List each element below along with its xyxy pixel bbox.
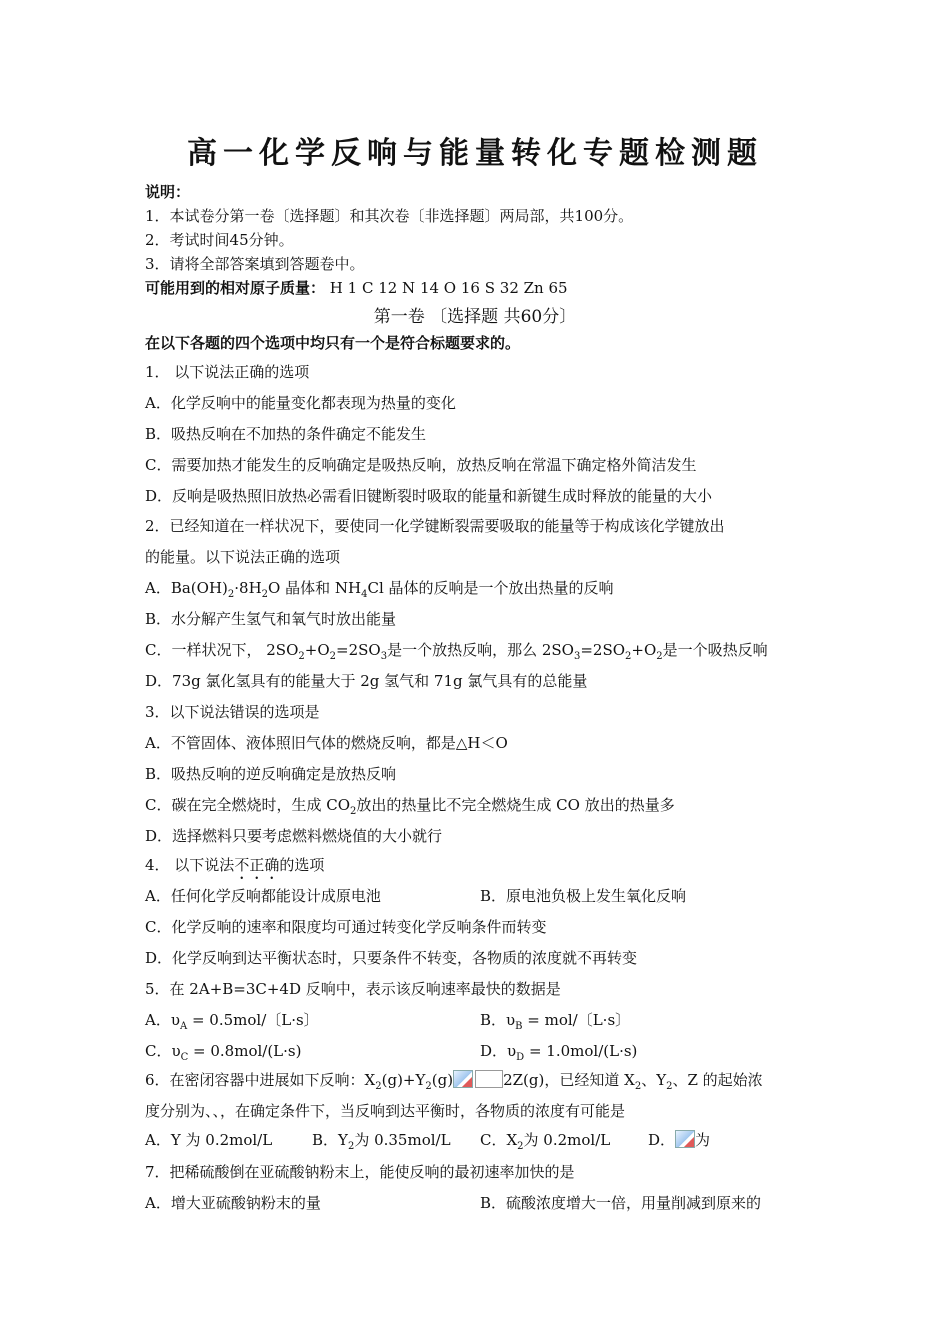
q4-option-b: B．原电池负极上发生氧化反响 bbox=[480, 887, 687, 905]
atomic-mass-values: H 1 C 12 N 14 O 16 S 32 Zn 65 bbox=[329, 279, 568, 297]
q2-option-c bbox=[145, 640, 768, 667]
subscript: 2 bbox=[329, 651, 336, 662]
q5-option-c bbox=[145, 1041, 301, 1068]
q5-option-b bbox=[480, 1010, 630, 1037]
q6-option-d bbox=[648, 1130, 710, 1150]
q7-option-b: B．硫酸浓度增大一倍，用量削减到原来的 bbox=[480, 1194, 762, 1212]
q6-stem-line2: 度分别为、、，在确定条件下，当反响到达平衡时，各物质的浓度有可能是 bbox=[145, 1102, 626, 1120]
text: = 0.5mol/〔L·s〕 bbox=[187, 1011, 319, 1029]
text: 4． 以下说法 bbox=[145, 856, 235, 874]
q7-stem: 7．把稀硫酸倒在亚硫酸钠粉末上，能使反响的最初速率加快的是 bbox=[145, 1163, 575, 1181]
atomic-mass-label: 可能用到的相对原子质量： bbox=[145, 279, 326, 297]
formula-image-icon bbox=[675, 1130, 695, 1148]
q1-option-a: A．化学反响中的能量变化都表现为热量的变化 bbox=[145, 394, 456, 412]
instructions-heading: 说明： bbox=[145, 183, 191, 201]
instruction-item: 1．本试卷分第一卷〔选择题〕和其次卷〔非选择题〕两局部，共100分。 bbox=[145, 207, 634, 225]
text: = 0.8mol/(L·s) bbox=[188, 1042, 302, 1060]
subscript: B bbox=[515, 1021, 523, 1032]
text: (g)+Y bbox=[381, 1071, 426, 1089]
text: +O bbox=[631, 641, 657, 659]
text: A．υ bbox=[145, 1011, 180, 1029]
q2-option-a bbox=[145, 578, 614, 605]
q2-option-b: B．水分解产生氢气和氧气时放出能量 bbox=[145, 610, 397, 628]
q3-option-d: D．选择燃料只要考虑燃料燃烧值的大小就行 bbox=[145, 827, 443, 845]
instruction-item: 2．考试时间45分钟。 bbox=[145, 231, 294, 249]
text: C．υ bbox=[145, 1042, 181, 1060]
subscript: 2 bbox=[425, 1081, 432, 1092]
text: B．Y bbox=[312, 1131, 348, 1149]
subscript: 2 bbox=[227, 589, 235, 600]
subscript: A bbox=[179, 1021, 188, 1032]
q4-option-a: A．任何化学反响都能设计成原电池 bbox=[145, 887, 381, 905]
section-directive: 在以下各题的四个选项中均只有一个是符合标题要求的。 bbox=[145, 334, 521, 352]
q1-option-d: D．反响是吸热照旧放热必需看旧键断裂时吸取的能量和新键生成时释放的能量的大小 bbox=[145, 487, 713, 505]
q3-stem: 3．以下说法错误的选项是 bbox=[145, 703, 320, 721]
subscript: D bbox=[516, 1052, 525, 1063]
subscript: 2 bbox=[625, 651, 632, 662]
q2-stem-line2: 的能量。以下说法正确的选项 bbox=[145, 548, 341, 566]
q6-option-c bbox=[480, 1130, 610, 1157]
text: = mol/〔L·s〕 bbox=[522, 1011, 631, 1029]
subscript: 3 bbox=[380, 651, 388, 662]
q1-option-b: B．吸热反响在不加热的条件确定不能发生 bbox=[145, 425, 427, 443]
text: Cl 晶体的反响是一个放出热量的反响 bbox=[367, 579, 614, 597]
text: A．Ba(OH) bbox=[145, 579, 228, 597]
subscript: 2 bbox=[347, 1141, 355, 1152]
text: 是一个吸热反响 bbox=[662, 641, 768, 659]
text: = 1.0mol/(L·s) bbox=[524, 1042, 638, 1060]
q6-option-b bbox=[312, 1130, 451, 1157]
subscript: 2 bbox=[298, 651, 305, 662]
atomic-mass-line bbox=[145, 278, 568, 298]
q3-option-b: B．吸热反响的逆反响确定是放热反响 bbox=[145, 765, 397, 783]
subscript: 3 bbox=[573, 651, 581, 662]
text: D． bbox=[648, 1131, 676, 1149]
text: =2SO bbox=[336, 641, 381, 659]
subscript: C bbox=[180, 1052, 189, 1063]
subscript: 2 bbox=[350, 806, 357, 817]
subscript: 2 bbox=[517, 1141, 524, 1152]
text: 为 0.2mol/L bbox=[523, 1131, 611, 1149]
subscript: 2 bbox=[656, 651, 663, 662]
text: 、Z 的起始浓 bbox=[672, 1071, 763, 1089]
q6-option-a: A．Y 为 0.2mol/L bbox=[145, 1131, 273, 1149]
text: 6．在密闭容器中进展如下反响：X bbox=[145, 1071, 376, 1089]
text: 为 bbox=[695, 1131, 711, 1149]
subscript: 2 bbox=[634, 1081, 642, 1092]
text: C．一样状况下， 2SO bbox=[145, 641, 299, 659]
q1-stem: 1． 以下说法正确的选项 bbox=[145, 363, 310, 381]
q4-stem bbox=[145, 855, 324, 883]
text: 、Y bbox=[641, 1071, 667, 1089]
text: 放出的热量比不完全燃烧生成 CO 放出的热量多 bbox=[356, 796, 675, 814]
text: C．X bbox=[480, 1131, 518, 1149]
text: +O bbox=[304, 641, 330, 659]
q3-option-c bbox=[145, 795, 675, 822]
text: 是一个放热反响，那么 2SO bbox=[387, 641, 574, 659]
q7-option-a: A．增大亚硫酸钠粉末的量 bbox=[145, 1194, 321, 1212]
q5-stem: 5．在 2A+B=3C+4D 反响中，表示该反响速率最快的数据是 bbox=[145, 980, 561, 998]
text: (g) bbox=[431, 1071, 454, 1089]
q5-option-a bbox=[145, 1010, 319, 1037]
text: C．碳在完全燃烧时，生成 CO bbox=[145, 796, 351, 814]
section-title: 第一卷 〔选择题 共60分〕 bbox=[373, 307, 577, 327]
q2-option-d: D．73g 氯化氢具有的能量大于 2g 氢气和 71g 氯气具有的总能量 bbox=[145, 672, 588, 690]
text: ·8H bbox=[234, 579, 262, 597]
text: O 晶体和 NH bbox=[268, 579, 362, 597]
text: B．υ bbox=[480, 1011, 516, 1029]
subscript: 2 bbox=[666, 1081, 673, 1092]
equilibrium-arrow-image-icon bbox=[453, 1070, 473, 1088]
q2-stem-line1: 2．已经知道在一样状况下，要使同一化学键断裂需要吸取的能量等于构成该化学键放出 bbox=[145, 517, 725, 535]
text: =2SO bbox=[580, 641, 626, 659]
q1-option-c: C．需要加热才能发生的反响确定是吸热反响，放热反响在常温下确定格外简洁发生 bbox=[145, 456, 697, 474]
text: D．υ bbox=[480, 1042, 517, 1060]
q3-option-a: A．不管固体、液体照旧气体的燃烧反响，都是△H＜O bbox=[145, 734, 508, 752]
subscript: 2 bbox=[261, 589, 269, 600]
subscript: 2 bbox=[375, 1081, 382, 1092]
q4-option-c: C．化学反响的速率和限度均可通过转变化学反响条件而转变 bbox=[145, 918, 547, 936]
q5-option-d bbox=[480, 1041, 637, 1068]
broken-image-placeholder bbox=[475, 1070, 503, 1088]
text: 为 0.35mol/L bbox=[354, 1131, 451, 1149]
emphasized-text: 不正确 bbox=[234, 856, 280, 874]
subscript: 4 bbox=[361, 589, 368, 600]
q4-option-d: D．化学反响到达平衡状态时，只要条件不转变，各物质的浓度就不再转变 bbox=[145, 949, 638, 967]
text: 的选项 bbox=[279, 856, 325, 874]
q6-stem-line1 bbox=[145, 1070, 763, 1097]
text: 2Z(g)，已经知道 X bbox=[503, 1071, 635, 1089]
page-title: 高一化学反响与能量转化专题检测题 bbox=[187, 136, 763, 171]
instruction-item: 3．请将全部答案填到答题卷中。 bbox=[145, 255, 365, 273]
